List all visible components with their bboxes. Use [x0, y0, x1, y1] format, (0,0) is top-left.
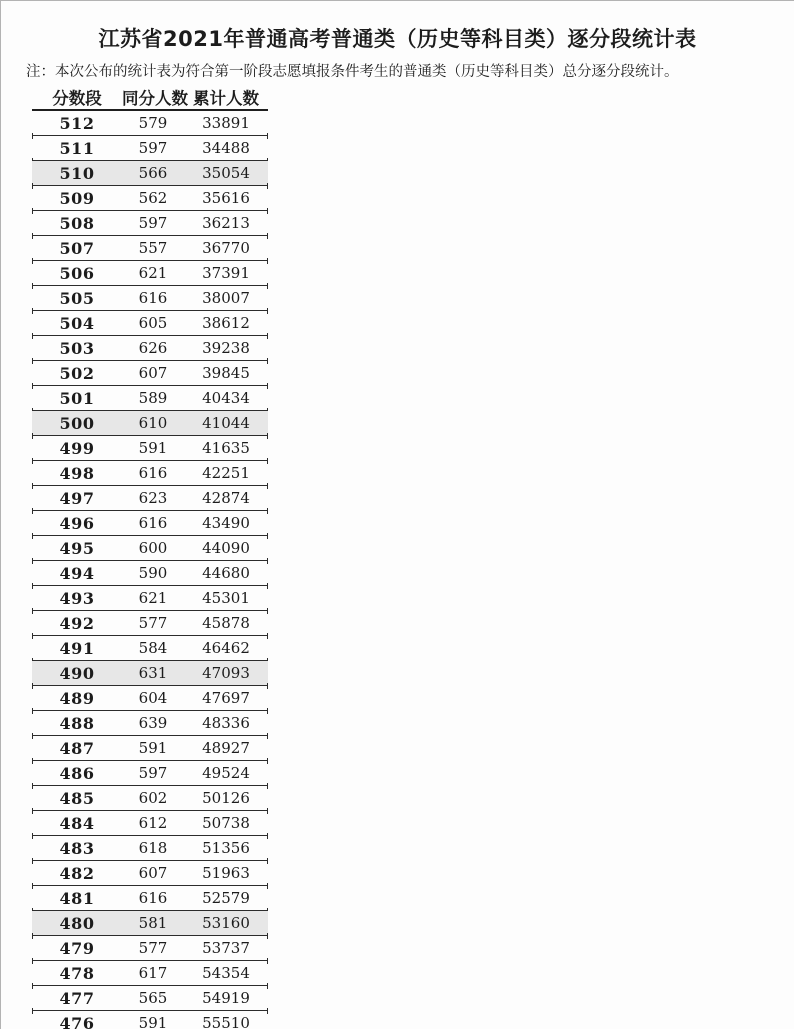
cumulative-count-cell: 44680: [202, 564, 250, 582]
score-cell: 491: [59, 638, 95, 658]
cumulative-count-cell: 42874: [202, 489, 250, 507]
same-score-count-cell: 600: [138, 539, 168, 557]
cumulative-count-cell: 52579: [202, 889, 250, 907]
cumulative-count-cell: 41044: [202, 414, 250, 432]
same-score-count-cell: 589: [138, 389, 168, 407]
score-cell: 486: [59, 763, 95, 783]
score-cell: 501: [59, 388, 95, 408]
cumulative-count-cell: 47697: [202, 689, 250, 707]
table-row: [32, 111, 268, 136]
score-cell: 485: [59, 788, 95, 808]
score-cell: 490: [59, 663, 95, 683]
table-row: [32, 736, 268, 761]
cumulative-count-cell: 55510: [202, 1014, 250, 1029]
table-row: [32, 761, 268, 786]
same-score-count-cell: 565: [138, 989, 168, 1007]
cumulative-count-cell: 35616: [202, 189, 250, 207]
table-row: [32, 961, 268, 986]
cumulative-count-cell: 44090: [202, 539, 250, 557]
table-row: [32, 886, 268, 911]
table-row: [32, 561, 268, 586]
same-score-count-cell: 590: [138, 564, 168, 582]
cumulative-count-cell: 36770: [202, 239, 250, 257]
same-score-count-cell: 621: [138, 589, 168, 607]
same-score-count-cell: 577: [138, 614, 168, 632]
score-cell: 477: [59, 988, 95, 1008]
cumulative-count-cell: 48336: [202, 714, 250, 732]
same-score-count-cell: 591: [138, 739, 168, 757]
same-score-count-cell: 597: [138, 764, 168, 782]
table-row: [32, 536, 268, 561]
cumulative-count-cell: 43490: [202, 514, 250, 532]
same-score-count-cell: 616: [138, 464, 168, 482]
cumulative-count-cell: 53160: [202, 914, 250, 932]
table-row: [32, 986, 268, 1011]
score-cell: 497: [59, 488, 95, 508]
same-score-count-cell: 616: [138, 514, 168, 532]
score-cell: 509: [59, 188, 95, 208]
same-score-count-cell: 616: [138, 889, 168, 907]
col-header-same-score-count: 同分人数: [122, 89, 188, 108]
same-score-count-cell: 577: [138, 939, 168, 957]
score-cell: 482: [59, 863, 95, 883]
table-row: [32, 311, 268, 336]
table-row: [32, 361, 268, 386]
note-text: 注：本次公布的统计表为符合第一阶段志愿填报条件考生的普通类（历史等科目类）总分逐分段统计。: [26, 64, 679, 80]
table-row: [32, 611, 268, 636]
table-row: [32, 586, 268, 611]
table-row: [32, 836, 268, 861]
same-score-count-cell: 597: [138, 214, 168, 232]
cumulative-count-cell: 51356: [202, 839, 250, 857]
cumulative-count-cell: 54919: [202, 989, 250, 1007]
score-cell: 489: [59, 688, 95, 708]
same-score-count-cell: 584: [138, 639, 168, 657]
same-score-count-cell: 602: [138, 789, 168, 807]
score-cell: 493: [59, 588, 95, 608]
cumulative-count-cell: 47093: [202, 664, 250, 682]
table-row: [32, 211, 268, 236]
col-header-cumulative-count: 累计人数: [193, 89, 259, 108]
cumulative-count-cell: 36213: [202, 214, 250, 232]
score-cell: 483: [59, 838, 95, 858]
same-score-count-cell: 581: [138, 914, 168, 932]
same-score-count-cell: 591: [138, 439, 168, 457]
table-row: [32, 386, 268, 411]
score-cell: 494: [59, 563, 95, 583]
same-score-count-cell: 607: [138, 364, 168, 382]
score-cell: 512: [59, 113, 95, 133]
table-row: [32, 861, 268, 886]
table-row: [32, 286, 268, 311]
cumulative-count-cell: 34488: [202, 139, 250, 157]
table-row: [32, 511, 268, 536]
score-cell: 496: [59, 513, 95, 533]
cumulative-count-cell: 54354: [202, 964, 250, 982]
same-score-count-cell: 621: [138, 264, 168, 282]
same-score-count-cell: 617: [138, 964, 168, 982]
table-body: [32, 111, 268, 1029]
page-title: 江苏省2021年普通高考普通类（历史等科目类）逐分段统计表: [98, 27, 697, 51]
same-score-count-cell: 562: [138, 189, 168, 207]
same-score-count-cell: 607: [138, 864, 168, 882]
cumulative-count-cell: 51963: [202, 864, 250, 882]
table-row: [32, 636, 268, 661]
table-row: [32, 786, 268, 811]
score-cell: 488: [59, 713, 95, 733]
table-row: [32, 686, 268, 711]
cumulative-count-cell: 35054: [202, 164, 250, 182]
table-row: [32, 136, 268, 161]
cumulative-count-cell: 37391: [202, 264, 250, 282]
score-cell: 479: [59, 938, 95, 958]
cumulative-count-cell: 45301: [202, 589, 250, 607]
same-score-count-cell: 616: [138, 289, 168, 307]
score-cell: 507: [59, 238, 95, 258]
same-score-count-cell: 612: [138, 814, 168, 832]
score-cell: 505: [59, 288, 95, 308]
cumulative-count-cell: 40434: [202, 389, 250, 407]
score-cell: 500: [59, 413, 95, 433]
score-cell: 481: [59, 888, 95, 908]
cumulative-count-cell: 39238: [202, 339, 250, 357]
table-row: [32, 336, 268, 361]
cumulative-count-cell: 48927: [202, 739, 250, 757]
score-cell: 503: [59, 338, 95, 358]
cumulative-count-cell: 38007: [202, 289, 250, 307]
cumulative-count-cell: 38612: [202, 314, 250, 332]
table-row: [32, 261, 268, 286]
table-row: [32, 936, 268, 961]
cumulative-count-cell: 41635: [202, 439, 250, 457]
same-score-count-cell: 597: [138, 139, 168, 157]
table-header-row: [32, 85, 268, 111]
same-score-count-cell: 618: [138, 839, 168, 857]
score-distribution-table: [32, 85, 268, 1029]
score-cell: 499: [59, 438, 95, 458]
same-score-count-cell: 610: [138, 414, 168, 432]
score-cell: 480: [59, 913, 95, 933]
same-score-count-cell: 557: [138, 239, 168, 257]
table-row: [32, 236, 268, 261]
same-score-count-cell: 604: [138, 689, 168, 707]
table-row: [32, 911, 268, 936]
score-cell: 502: [59, 363, 95, 383]
cumulative-count-cell: 50126: [202, 789, 250, 807]
table-row: [32, 411, 268, 436]
score-cell: 495: [59, 538, 95, 558]
cumulative-count-cell: 39845: [202, 364, 250, 382]
same-score-count-cell: 605: [138, 314, 168, 332]
cumulative-count-cell: 46462: [202, 639, 250, 657]
same-score-count-cell: 566: [138, 164, 168, 182]
score-cell: 487: [59, 738, 95, 758]
table-row: [32, 661, 268, 686]
score-cell: 484: [59, 813, 95, 833]
table-row: [32, 486, 268, 511]
same-score-count-cell: 623: [138, 489, 168, 507]
score-cell: 498: [59, 463, 95, 483]
score-cell: 508: [59, 213, 95, 233]
table-row: [32, 436, 268, 461]
cumulative-count-cell: 50738: [202, 814, 250, 832]
same-score-count-cell: 579: [138, 114, 168, 132]
score-cell: 504: [59, 313, 95, 333]
score-cell: 511: [59, 138, 95, 158]
table-row: [32, 1011, 268, 1029]
same-score-count-cell: 639: [138, 714, 168, 732]
score-cell: 476: [59, 1013, 95, 1029]
score-cell: 510: [59, 163, 95, 183]
table-row: [32, 186, 268, 211]
table-row: [32, 461, 268, 486]
table-row: [32, 811, 268, 836]
same-score-count-cell: 626: [138, 339, 168, 357]
cumulative-count-cell: 53737: [202, 939, 250, 957]
table-row: [32, 711, 268, 736]
cumulative-count-cell: 49524: [202, 764, 250, 782]
table-row: [32, 161, 268, 186]
col-header-score-segment: 分数段: [52, 89, 102, 108]
cumulative-count-cell: 42251: [202, 464, 250, 482]
cumulative-count-cell: 33891: [202, 114, 250, 132]
cumulative-count-cell: 45878: [202, 614, 250, 632]
score-cell: 478: [59, 963, 95, 983]
same-score-count-cell: 591: [138, 1014, 168, 1029]
score-cell: 492: [59, 613, 95, 633]
same-score-count-cell: 631: [138, 664, 168, 682]
score-cell: 506: [59, 263, 95, 283]
